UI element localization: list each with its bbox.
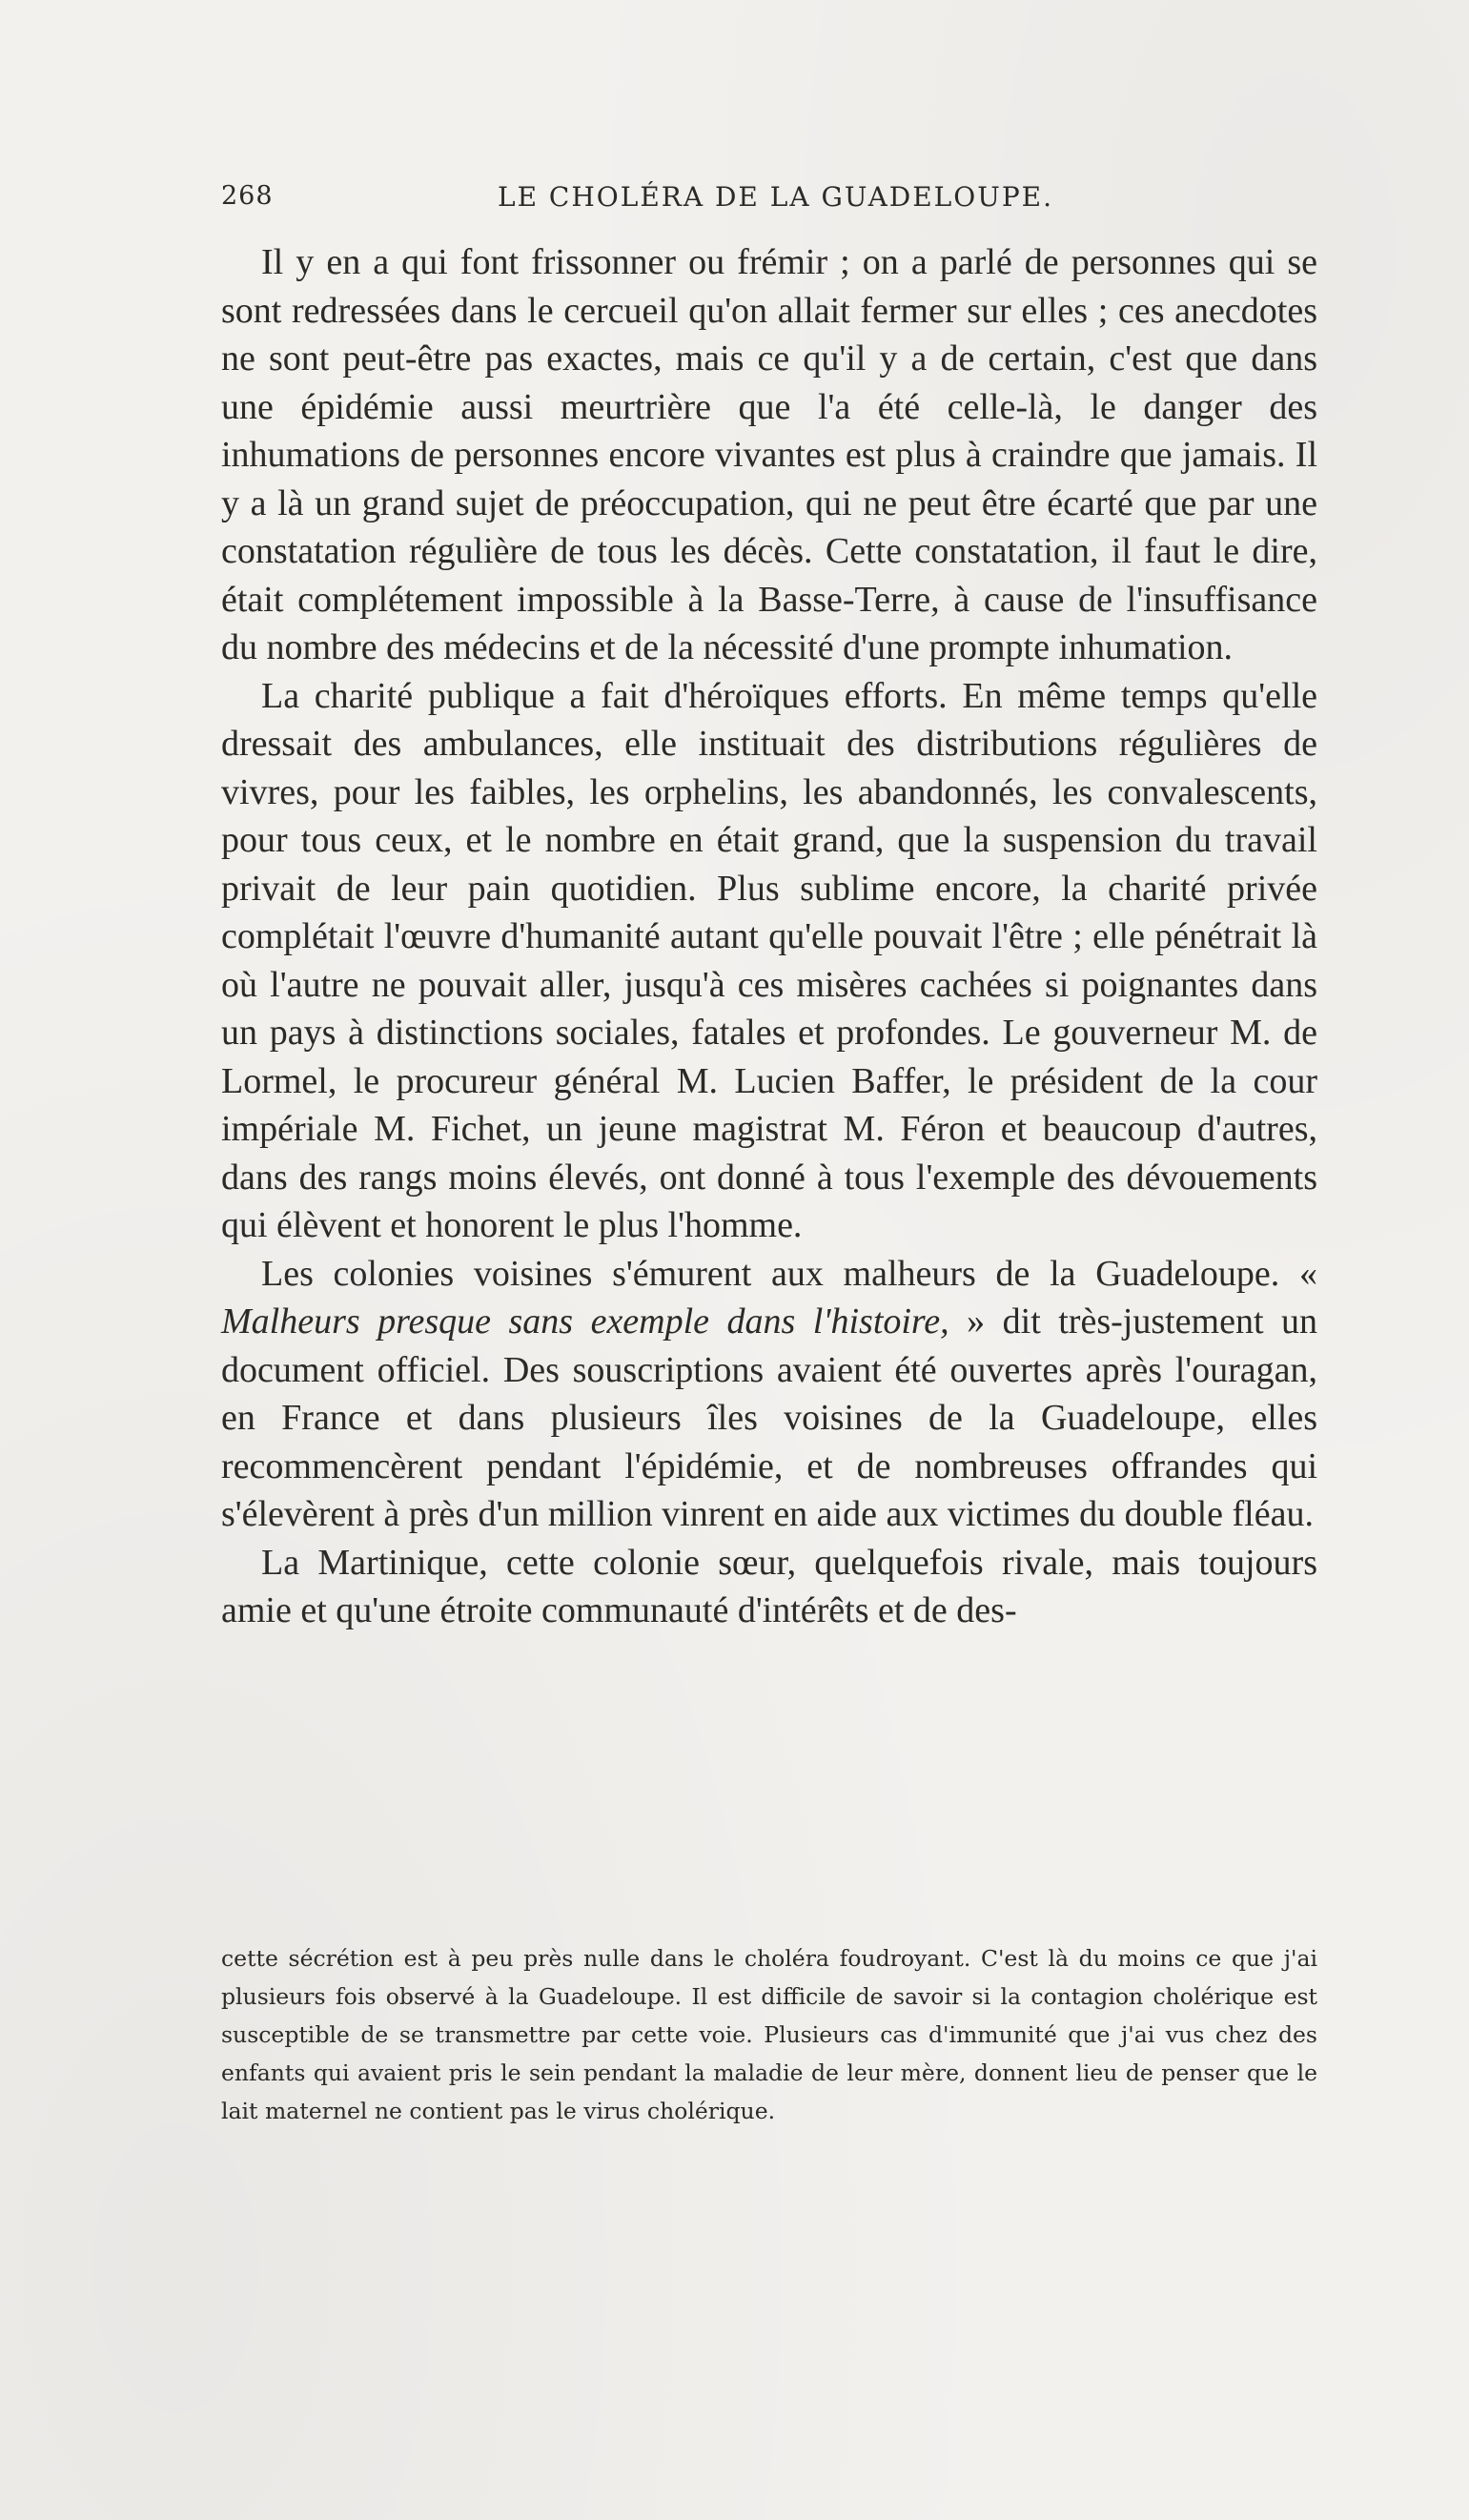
- paragraph-text: » dit très-justement un document officiel. Des souscriptions avaient été ouvertes après l'ouragan, en France et dans plusieurs îles voisines de la Guadeloupe, elles recommencèrent pendant l'épidémie, et de nombreuses offrandes qui s'élevèrent à près d'un million vinrent en aide aux victimes du double fléau.: [221, 1301, 1317, 1534]
- paragraph-text: Les colonies voisines s'émurent aux malheurs de la Guadeloupe. «: [261, 1253, 1317, 1294]
- italic-quote: Malheurs presque sans exemple dans l'histoire,: [221, 1301, 949, 1342]
- paragraph: Il y en a qui font frissonner ou frémir ; on a parlé de personnes qui se sont redressées dans le cercueil qu'on allait fermer sur elles ; ces anecdotes ne sont peut-être pas exactes, mais ce qu'il y a de certain, c'est que dans une épidémie aussi meurtrière que l'a été celle-là, le danger des inhumations de personnes encore vivantes est plus à craindre que jamais. Il y a là un grand sujet de préoccupation, qui ne peut être écarté que par une constatation régulière de tous les décès. Cette constatation, il faut le dire, était complétement impossible à la Basse-Terre, à cause de l'insuffisance du nombre des médecins et de la nécessité d'une prompte inhumation.: [221, 242, 1317, 667]
- main-text: [221, 238, 1317, 1635]
- running-title: LE CHOLÉRA DE LA GUADELOUPE.: [498, 181, 1054, 213]
- paragraph: La Martinique, cette colonie sœur, quelquefois rivale, mais toujours amie et qu'une étroite communauté d'intérêts et de des-: [221, 1542, 1317, 1630]
- page-header: [221, 181, 1317, 219]
- paragraph: La charité publique a fait d'héroïques efforts. En même temps qu'elle dressait des ambulances, elle instituait des distributions régulières de vivres, pour les faibles, les orphelins, les abandonnés, les convalescents, pour tous ceux, et le nombre en était grand, que la suspension du travail privait de leur pain quotidien. Plus sublime encore, la charité privée complétait l'œuvre d'humanité autant qu'elle pouvait l'être ; elle pénétrait là où l'autre ne pouvait aller, jusqu'à ces misères cachées si poignantes dans un pays à distinctions sociales, fatales et profondes. Le gouverneur M. de Lormel, le procureur général M. Lucien Baffer, le président de la cour impériale M. Fichet, un jeune magistrat M. Féron et beaucoup d'autres, dans des rangs moins élevés, ont donné à tous l'exemple des dévouements qui élèvent et honorent le plus l'homme.: [221, 675, 1317, 1245]
- page-number: 268: [221, 181, 274, 211]
- footnote: [221, 1939, 1317, 2130]
- footnote-text: cette sécrétion est à peu près nulle dans le choléra foudroyant. C'est là du moins ce que j'ai plusieurs fois observé à la Guadeloupe. Il est difficile de savoir si la contagion cholérique est susceptible de se transmettre par cette voie. Plusieurs cas d'immunité que j'ai vus chez des enfants qui avaient pris le sein pendant la maladie de leur mère, donnent lieu de penser que le lait maternel ne contient pas le virus cholérique.: [221, 1945, 1317, 2124]
- paragraph: [221, 1250, 1317, 1539]
